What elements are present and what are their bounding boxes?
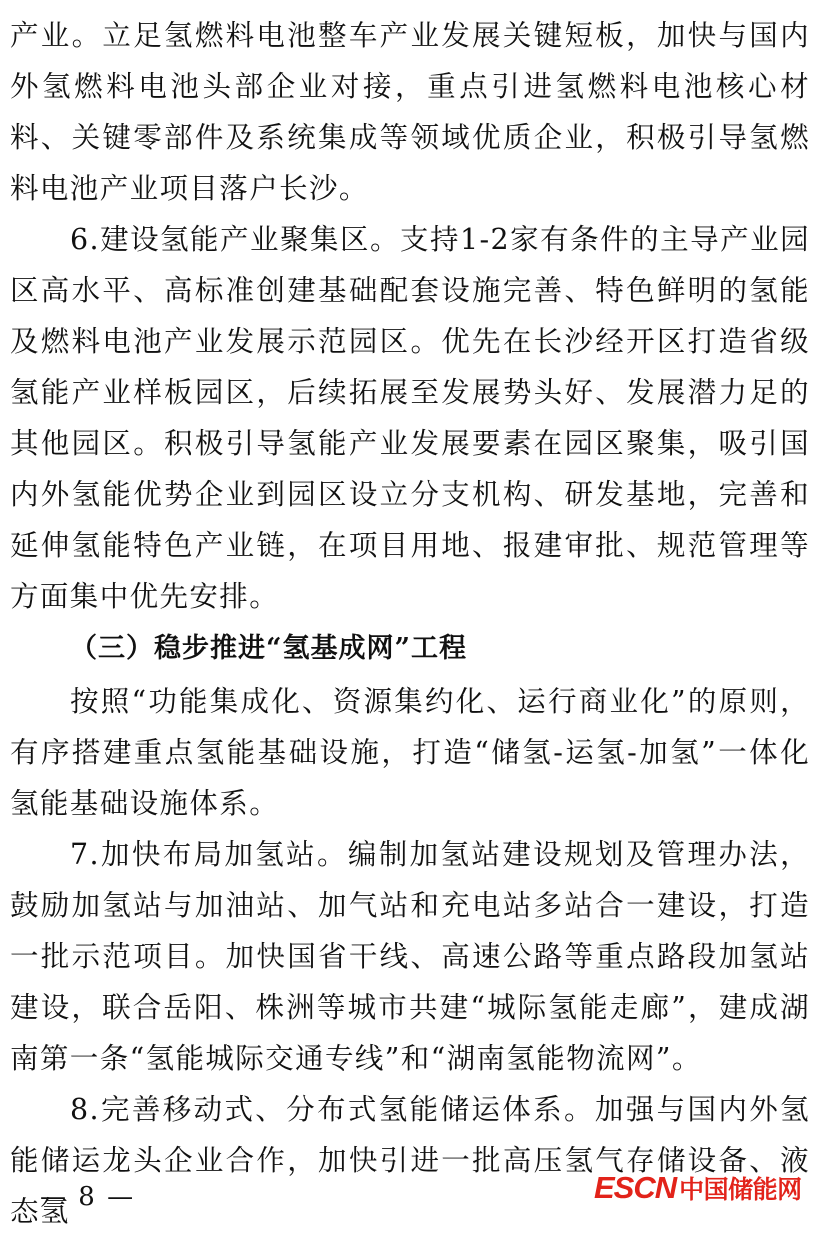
escn-watermark-logo	[594, 1168, 820, 1208]
section-heading: （三）稳步推进“氢基成网”工程	[70, 633, 468, 664]
document-page	[10, 10, 810, 1237]
body-paragraph: 产业。立足氢燃料电池整车产业发展关键短板，加快与国内外氢燃料电池头部企业对接，重点引进氢燃料电池核心材料、关键零部件及系统集成等领域优质企业，积极引导氢燃料电池产业项目落户长沙。	[10, 19, 810, 205]
body-paragraph: 7.加快布局加氢站。编制加氢站建设规划及管理办法，鼓励加氢站与加油站、加气站和充电站多站合一建设，打造一批示范项目。加快国省干线、高速公路等重点路段加氢站建设，联合岳阳、株洲等城市共建“城际氢能走廊”，建成湖南第一条“氢能城际交通专线”和“湖南氢能物流网”。	[10, 838, 810, 1075]
body-paragraph: 按照“功能集成化、资源集约化、运行商业化”的原则，有序搭建重点氢能基础设施，打造“储氢-运氢-加氢”一体化氢能基础设施体系。	[10, 685, 810, 820]
watermark-brand: ESCN	[594, 1170, 677, 1205]
page-number: — 8 —	[40, 1182, 136, 1212]
body-paragraph: 6.建设氢能产业聚集区。支持1-2家有条件的主导产业园区高水平、高标准创建基础配套设施完善、特色鲜明的氢能及燃料电池产业发展示范园区。优先在长沙经开区打造省级氢能产业样板园区，后续拓展至发展势头好、发展潜力足的其他园区。积极引导氢能产业发展要素在园区聚集，吸引国内外氢能优势企业到园区设立分支机构、研发基地，完善和延伸氢能特色产业链，在项目用地、报建审批、规范管理等方面集中优先安排。	[10, 223, 810, 613]
body-paragraph: 8.完善移动式、分布式氢能储运体系。加强与国内外氢能储运龙头企业合作，加快引进一批高压氢气存储设备、液态氢	[10, 1093, 810, 1228]
watermark-name: 中国储能网	[679, 1176, 802, 1204]
